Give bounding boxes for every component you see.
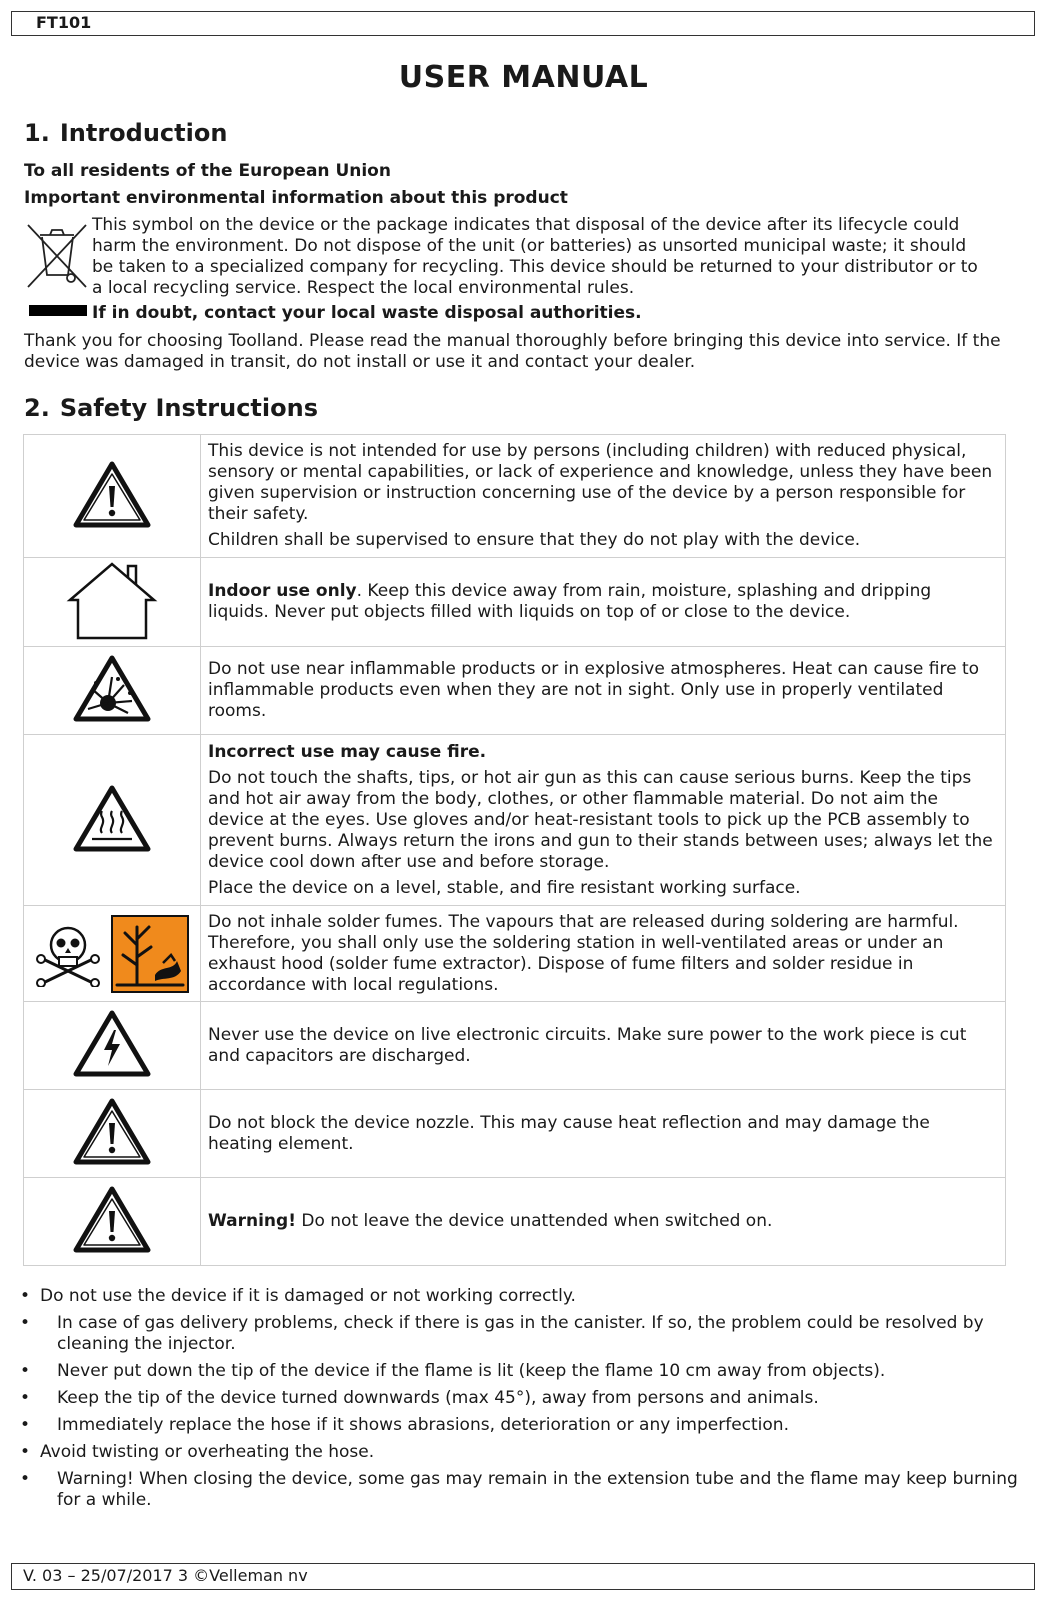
section-title: Safety Instructions [59,394,318,422]
explosion-icon [72,653,152,723]
page-footer [11,1563,1035,1590]
bullet-glyph: • [20,1286,31,1306]
text-cell [201,735,1006,906]
safety-text-rest: . Keep this device away from rain, moisture, splashing and dripping liquids. Never put objects filled with liquids on top of or close to the device. [208,581,932,622]
text-cell [201,1178,1006,1266]
list-item-text: Never put down the tip of the device if the flame is lit (keep the flame 10 cm away from objects). [57,1361,886,1381]
footer-text: V. 03 – 25/07/2017 3 ©Velleman nv [23,1566,308,1585]
environment-hazard-icon [111,915,189,993]
section-number: 2. [24,394,50,422]
bullet-glyph: • [20,1415,31,1435]
icon-cell [24,558,201,647]
safety-row [24,1002,1006,1090]
text-cell [201,647,1006,735]
list-item-text: Warning! When closing the device, some gas may remain in the extension tube and the flame may keep burning for a while. [57,1469,1018,1510]
list-item-text: Keep the tip of the device turned downwards (max 45°), away from persons and animals. [57,1388,819,1408]
list-item [20,1313,1020,1355]
environment-info-heading: Important environmental information about this product [24,188,568,208]
icon-cell [24,1090,201,1178]
waste-authorities-note: If in doubt, contact your local waste disposal authorities. [92,303,642,323]
warning-icon [72,459,152,529]
text-cell [201,558,1006,647]
safety-text [208,581,997,623]
house-icon [66,560,158,640]
safety-row [24,1178,1006,1266]
safety-row [24,735,1006,906]
list-item-text: Do not use the device if it is damaged or not working correctly. [40,1286,576,1306]
list-item-text: In case of gas delivery problems, check if there is gas in the canister. If so, the problem could be resolved by cleaning the injector. [57,1313,984,1354]
safety-text [208,1211,997,1232]
warning-icon [72,1096,152,1166]
list-item [20,1361,1020,1382]
safety-text-rest: Do not leave the device unattended when switched on. [295,1211,773,1231]
weee-line: a local recycling service. Respect the local environmental rules. [92,278,635,298]
model-label: FT101 [36,13,92,32]
list-item-text: Immediately replace the hose if it shows abrasions, deterioration or any imperfection. [57,1415,789,1435]
safety-text: Children shall be supervised to ensure that they do not play with the device. [208,530,861,550]
weee-line: be taken to a specialized company for recycling. This device should be returned to your distributor or to [92,257,978,277]
text-cell [201,1002,1006,1090]
document-title: USER MANUAL [398,60,649,95]
bullet-glyph: • [20,1388,31,1408]
safety-row [24,1090,1006,1178]
safety-text: Place the device on a level, stable, and fire resistant working surface. [208,877,801,898]
list-item [20,1469,1020,1511]
list-item [20,1388,1020,1409]
weee-line: This symbol on the device or the package indicates that disposal of the device after its lifecycle could [92,215,960,235]
eu-residents-heading: To all residents of the European Union [24,161,391,181]
page-header [11,11,1035,36]
safety-text: Never use the device on live electronic circuits. Make sure power to the work piece is cut and capacitors are discharged. [208,1024,967,1066]
safety-text: This device is not intended for use by persons (including children) with reduced physical, sensory or mental capabilities, or lack of experience and knowledge, unless they have been given supervision or instruction concerning use of the device by a person responsible for their safety. [208,441,993,524]
section-heading-safety [24,394,318,422]
section-number: 1. [24,119,50,147]
warning-icon [72,1184,152,1254]
icon-cell [24,435,201,558]
weee-paragraph [92,215,1022,299]
crossed-bin-icon [24,221,92,291]
icon-cell [24,735,201,906]
safety-emphasis: Indoor use only [208,581,357,601]
safety-row [24,435,1006,558]
text-cell [201,435,1006,558]
safety-row [24,647,1006,735]
electric-hazard-icon [72,1008,152,1078]
safety-row [24,906,1006,1002]
text-cell [201,906,1006,1002]
weee-line: harm the environment. Do not dispose of the unit (or batteries) as unsorted municipal waste; it should [92,236,967,256]
safety-emphasis: Warning! [208,1211,296,1231]
safety-text: Do not touch the shafts, tips, or hot air gun as this can cause serious burns. Keep the tips and hot air away from the body, clothes, or other flammable material. Do not aim the device at the eyes. Use gloves and/or heat-resistant tools to pick up the PCB assembly to prevent burns. Always return the irons and gun to their stands between uses; always let the device cool down after use and before storage. [208,767,993,872]
list-item [20,1442,1020,1463]
thanks-paragraph: Thank you for choosing Toolland. Please read the manual thoroughly before bringing this device into service. If the device was damaged in transit, do not install or use it and contact your dealer. [24,331,1001,372]
precautions-list [20,1286,1020,1517]
hot-surface-icon [72,783,152,853]
section-title: Introduction [59,119,228,147]
list-item-text: Avoid twisting or overheating the hose. [40,1442,375,1462]
section-heading-introduction [24,119,227,147]
safety-text: Do not use near inflammable products or in explosive atmospheres. Heat can cause fire to inflammable products even when they are not in sight. Only use in properly ventilated rooms. [208,659,980,721]
bullet-glyph: • [20,1313,31,1333]
separate-collection-bar [29,305,87,316]
icon-cell [24,906,201,1002]
icon-cell [24,1002,201,1090]
toxic-icon [35,921,101,987]
icon-cell [24,1178,201,1266]
bullet-glyph: • [20,1469,31,1489]
safety-table [23,434,1006,1266]
safety-text: Do not block the device nozzle. This may cause heat reflection and may damage the heating element. [208,1112,930,1154]
icon-cell [24,647,201,735]
list-item [20,1286,1020,1307]
bullet-glyph: • [20,1361,31,1381]
text-cell [201,1090,1006,1178]
bullet-glyph: • [20,1442,31,1462]
safety-text: Do not inhale solder fumes. The vapours that are released during soldering are harmful. Therefore, you shall only use the soldering station in well-ventilated areas or under an exhaust hood (solder fume extractor). Dispose of fume filters and solder residue in accordance with local regulations. [208,911,959,995]
safety-row [24,558,1006,647]
list-item [20,1415,1020,1436]
safety-emphasis: Incorrect use may cause fire. [208,741,487,762]
